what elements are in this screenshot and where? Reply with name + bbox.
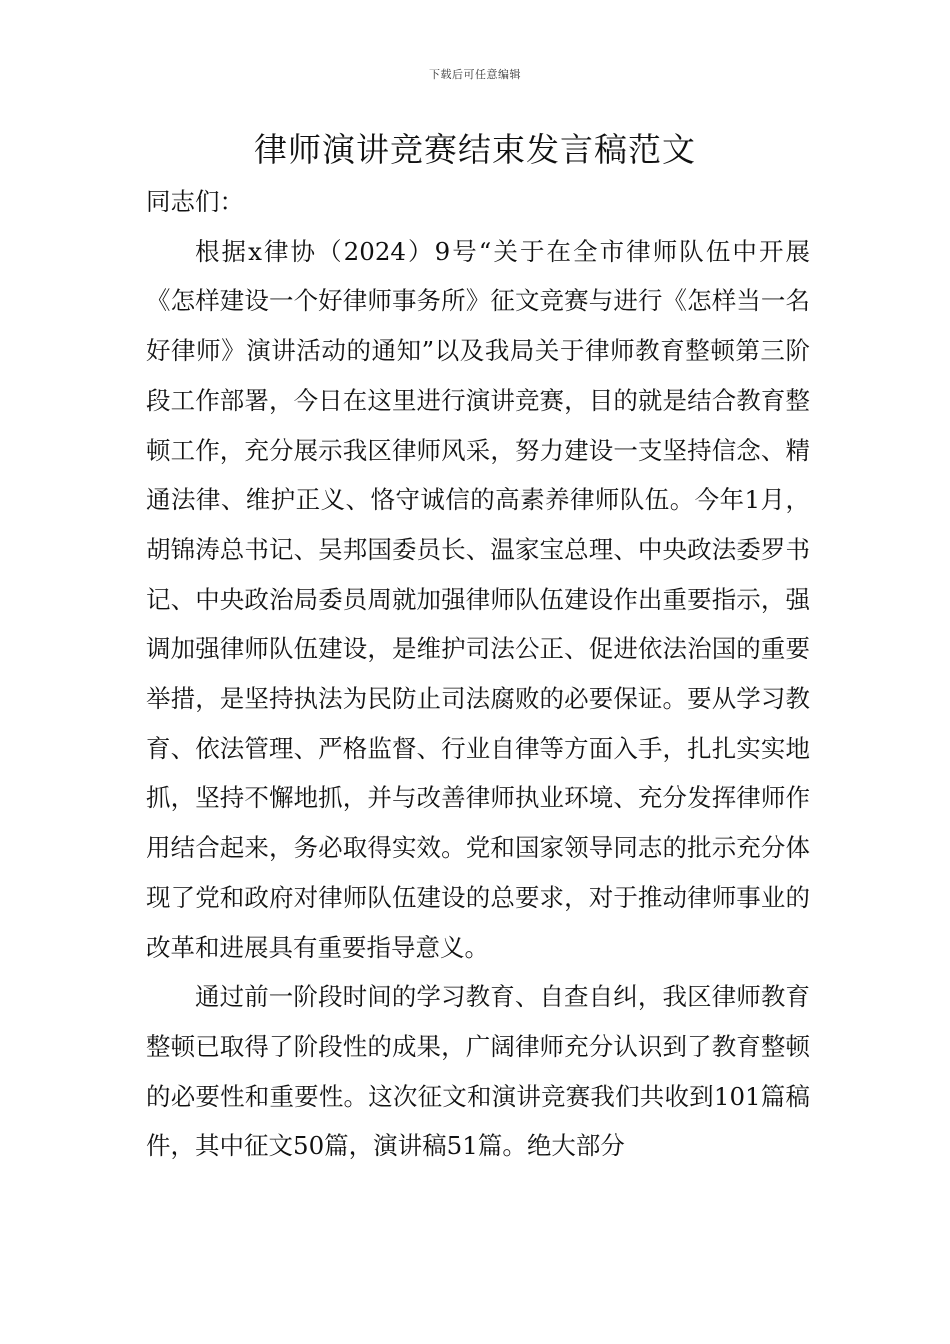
paragraph-2: 通过前一阶段时间的学习教育、自查自纠，我区律师教育整顿已取得了阶段性的成果，广阔律师充分认识到了教育整顿的必要性和重要性。这次征文和演讲竞赛我们共收到101篇稿件，其中征文50篇，演讲稿51篇。绝大部分 bbox=[146, 982, 810, 1161]
salutation: 同志们： bbox=[146, 187, 244, 216]
paragraph-1: 根据x律协（2024）9号“关于在全市律师队伍中开展《怎样建设一个好律师事务所》征文竞赛与进行《怎样当一名好律师》演讲活动的通知”以及我局关于律师教育整顿第三阶段工作部署，今日在这里进行演讲竞赛，目的就是结合教育整顿工作，充分展示我区律师风采，努力建设一支坚持信念、精通法律、维护正义、恪守诚信的高素养律师队伍。今年1月，胡锦涛总书记、吴邦国委员长、温家宝总理、中央政法委罗书记、中央政治局委员周就加强律师队伍建设作出重要指示，强调加强律师队伍建设，是维护司法公正、促进依法治国的重要举措，是坚持执法为民防止司法腐败的必要保证。要从学习教育、依法管理、严格监督、行业自律等方面入手，扎扎实实地抓，坚持不懈地抓，并与改善律师执业环境、充分发挥律师作用结合起来，务必取得实效。党和国家领导同志的批示充分体现了党和政府对律师队伍建设的总要求，对于推动律师事业的改革和进展具有重要指导意义。 bbox=[146, 236, 810, 962]
header-note: 下载后可任意编辑 bbox=[429, 68, 521, 81]
document-title: 律师演讲竞赛结束发言稿范文 bbox=[254, 130, 696, 169]
document-body bbox=[146, 177, 810, 1171]
